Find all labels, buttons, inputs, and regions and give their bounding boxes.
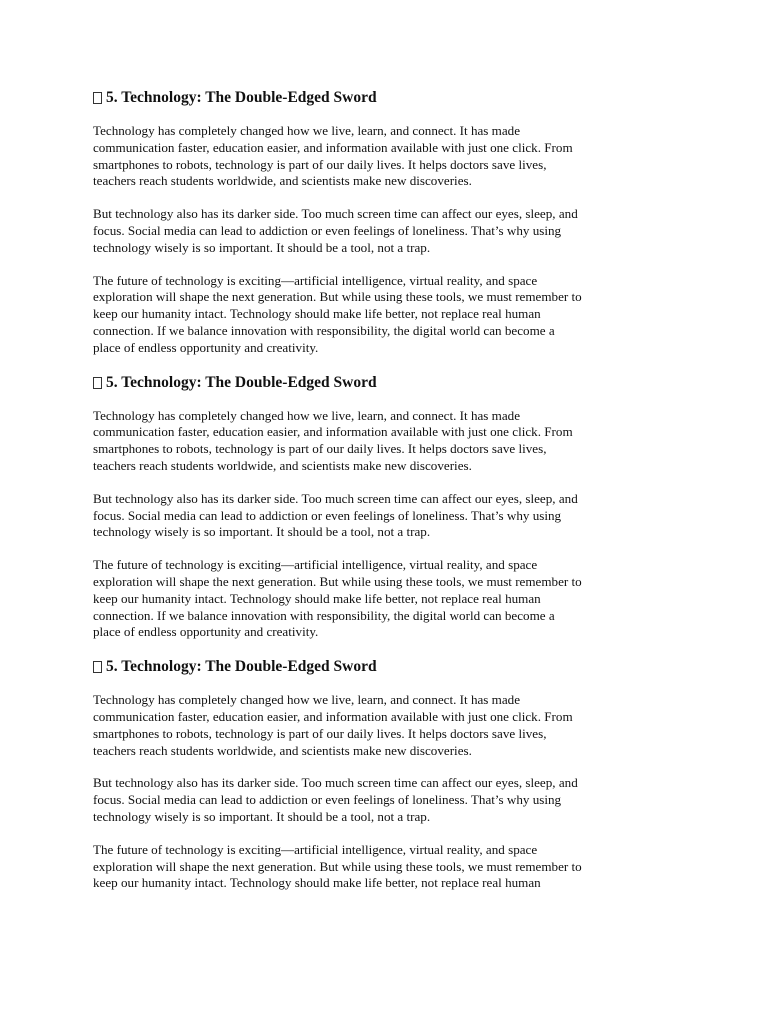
section-heading — [93, 657, 683, 677]
paragraph-line: Technology has completely changed how we live, learn, and connect. It has made — [93, 407, 521, 423]
paragraph-line: connection. If we balance innovation with responsibility, the digital world can become a — [93, 607, 555, 623]
paragraph-line: connection. If we balance innovation with responsibility, the digital world can become a — [93, 322, 555, 338]
paragraph-line: keep our humanity intact. Technology should make life better, not replace real human — [93, 306, 541, 322]
paragraph-line: communication faster, education easier, and information available with just one click. From — [93, 139, 573, 155]
section-heading — [93, 88, 683, 108]
paragraph-line: focus. Social media can lead to addiction or even feelings of loneliness. That’s why using — [93, 222, 562, 238]
paragraph-line: But technology also has its darker side. Too much screen time can affect our eyes, sleep, and — [93, 206, 578, 222]
paragraph-line: But technology also has its darker side. Too much screen time can affect our eyes, sleep, and — [93, 490, 578, 506]
paragraph-line: Technology has completely changed how we live, learn, and connect. It has made — [93, 692, 521, 708]
paragraph-line: communication faster, education easier, and information available with just one click. From — [93, 424, 573, 440]
paragraph-line: The future of technology is exciting—artificial intelligence, virtual reality, and space — [93, 841, 538, 857]
missing-glyph-icon — [93, 377, 102, 389]
paragraph-line: teachers reach students worldwide, and scientists make new discoveries. — [93, 173, 472, 189]
article-section — [93, 657, 683, 892]
paragraph-line: Technology has completely changed how we live, learn, and connect. It has made — [93, 123, 521, 138]
paragraph — [93, 123, 683, 190]
paragraph — [93, 273, 683, 357]
paragraph-line: smartphones to robots, technology is part of our daily lives. It helps doctors save lives, — [93, 441, 547, 457]
paragraph-line: place of endless opportunity and creativity. — [93, 624, 319, 640]
paragraph-line: keep our humanity intact. Technology should make life better, not replace real human — [93, 875, 541, 891]
paragraph-line: But technology also has its darker side. Too much screen time can affect our eyes, sleep, and — [93, 775, 578, 791]
paragraph-line: smartphones to robots, technology is part of our daily lives. It helps doctors save lives, — [93, 725, 547, 741]
paragraph — [93, 206, 683, 256]
paragraph — [93, 491, 683, 541]
paragraph — [93, 842, 683, 892]
paragraph-line: exploration will shape the next generation. But while using these tools, we must remember to — [93, 289, 582, 305]
section-heading-text: 5. Technology: The Double-Edged Sword — [106, 373, 377, 391]
document-page — [93, 88, 683, 908]
paragraph-line: focus. Social media can lead to addiction or even feelings of loneliness. That’s why using — [93, 792, 562, 808]
section-heading — [93, 373, 683, 393]
paragraph — [93, 557, 683, 641]
section-heading-text: 5. Technology: The Double-Edged Sword — [106, 658, 377, 676]
paragraph-line: technology wisely is so important. It should be a tool, not a trap. — [93, 239, 431, 255]
paragraph-line: The future of technology is exciting—artificial intelligence, virtual reality, and space — [93, 272, 538, 288]
paragraph-line: exploration will shape the next generation. But while using these tools, we must remember to — [93, 573, 582, 589]
paragraph — [93, 775, 683, 825]
paragraph-line: focus. Social media can lead to addiction or even feelings of loneliness. That’s why using — [93, 507, 562, 523]
paragraph-line: exploration will shape the next generation. But while using these tools, we must remember to — [93, 858, 582, 874]
paragraph-line: place of endless opportunity and creativity. — [93, 339, 319, 355]
paragraph — [93, 692, 683, 759]
paragraph — [93, 408, 683, 475]
paragraph-line: smartphones to robots, technology is part of our daily lives. It helps doctors save lives, — [93, 156, 547, 172]
paragraph-line: The future of technology is exciting—artificial intelligence, virtual reality, and space — [93, 557, 538, 573]
missing-glyph-icon — [93, 92, 102, 104]
paragraph-line: keep our humanity intact. Technology should make life better, not replace real human — [93, 590, 541, 606]
article-section — [93, 373, 683, 642]
article-section — [93, 88, 683, 357]
section-heading-text: 5. Technology: The Double-Edged Sword — [106, 89, 377, 106]
paragraph-line: technology wisely is so important. It should be a tool, not a trap. — [93, 524, 431, 540]
paragraph-line: communication faster, education easier, and information available with just one click. From — [93, 708, 573, 724]
paragraph-line: teachers reach students worldwide, and scientists make new discoveries. — [93, 742, 472, 758]
paragraph-line: teachers reach students worldwide, and scientists make new discoveries. — [93, 457, 472, 473]
missing-glyph-icon — [93, 661, 102, 673]
paragraph-line: technology wisely is so important. It should be a tool, not a trap. — [93, 808, 431, 824]
